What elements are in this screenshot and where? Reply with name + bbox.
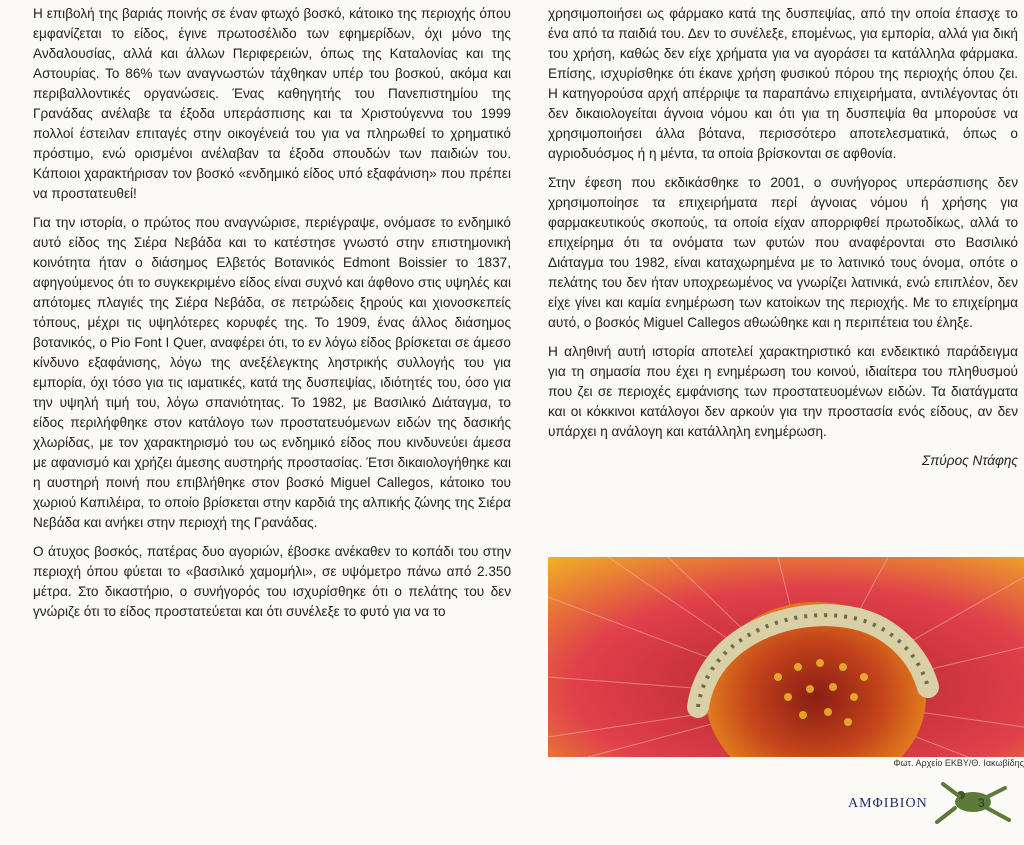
paragraph: Ο άτυχος βοσκός, πατέρας δυο αγοριών, έβοσκε ανέκαθεν το κοπάδι του στην περιοχή όπου φύεται το «βασιλικό χαμομήλι», σε υψόμετρο πάνω από 2.350 μέτρα. Στο δικαστήριο, ο συνήγορός του ισχυρίσθηκε ότι ο πελάτης του δεν γνώριζε ότι το είδος προστατεύεται και ότι συνέλεξε το φυτό για να το [33,544,511,619]
flower-photo [548,557,1024,757]
paragraph: Για την ιστορία, ο πρώτος που αναγνώρισε, περιέγραψε, ονόμασε το ενδημικό αυτό είδος της Σιέρα Νεβάδα και το κατέστησε γνωστό στην επιστημονική κοινότητα ήταν ο διάσημος Ελβετός Βοτανικός Edmont Boissier το 1837, αφηγούμενος ότι το συγκεκριμένο είδος είναι συχνό και άφθονο στις υψηλές και απότομες πλαγιές της Σιέρα Νεβάδα, σε πετρώδεις ξηρούς και χιονοσκεπείς τόπους, μέχρι τις υψηλότερες κορυφές της. Το 1909, ένας άλλος διάσημος βοτανικός, ο Pio Font I Quer, αναφέρει ότι, το εν λόγω είδος βρίσκεται σε άμεσο κίνδυνο εξαφάνισης, λόγω της ανεξέλεγκτης ληστρικής συλλογής του για εμπορία, όχι τόσο για τις ιαματικές, κατά της δυσπεψίας, ιδιότητές του, όσο για την υψηλή τιμή του, λόγω σπανιότητας. Το 1982, με Βασιλικό Διάταγμα, το είδος περιλήφθηκε στον κατάλογο των προστατευόμενων ειδών της δασικής χλωρίδας, με τον χαρακτηρισμό του ως ενδημικό είδος που κινδυνεύει άμεσα με αφανισμό και χρήζει άμεσης αυστηρής προστασίας. Έτσι δικαιολογήθηκε και η αυστηρή ποινή που επιβλήθηκε στον βοσκό Miguel Callegos, κάτοικο του χωριού Καπιλέιρα, το οποίο βρίσκεται στην καρδιά της αλπικής ζώνης της Σιέρα Νεβάδα και ανήκει στην περιοχή της Γρανάδας. [33,215,511,530]
frog-icon [925,770,1021,830]
author-signature: Σπύρος Ντάφης [922,453,1018,468]
left-column [33,4,511,631]
paragraph: Η αληθινή αυτή ιστορία αποτελεί χαρακτηριστικό και ενδεικτικό παράδειγμα για τη σημασία που έχει η ενημέρωση του κοινού, ιδιαίτερα του πληθυσμού που ζει σε περιοχές εμφάνισης των προστατευομένων ειδών. Τα διατάγματα και οι κόκκινοι κατάλογοι δεν αρκούν για την προστασία ενός είδους, αν δεν υπάρχει η ανάλογη και κατάλληλη ενημέρωση. [548,344,1018,439]
paragraph: Η επιβολή της βαριάς ποινής σε έναν φτωχό βοσκό, κάτοικο της περιοχής όπου εμφανίζεται το είδος, έγινε πρωτοσέλιδο των εφημερίδων, όχι μόνο της Ανδαλουσίας, αλλά και άλλων Περιφερειών, όπως της Καταλονίας και της Αστουρίας. Το 86% των αναγνωστών τάχθηκαν υπέρ του βοσκού, ακόμα και περιβαλλοντικές οργανώσεις. Ένας καθηγητής του Πανεπιστημίου της Γρανάδας ανέλαβε τα έξοδα υπεράσπισης και τα Χριστούγεννα του 1999 πολλοί έστειλαν επιταγές στην οικογένειά του για να πληρωθεί το χρηματικό πρόστιμο, ενώ ορισμένοι ανέλαβαν τα έξοδα σπουδών των παιδιών του. Κάποιοι χαρακτήρισαν τον βοσκό «ενδημικό είδος υπό εξαφάνιση» που πρέπει να προστατευθεί! [33,6,511,201]
paragraph: Στην έφεση που εκδικάσθηκε το 2001, ο συνήγορος υπεράσπισης δεν χρησιμοποίησε τα επιχειρήματα περί άγνοιας νόμου ή χρήσης για φαρμακευτικούς σκοπούς, τα οποία είχαν απορριφθεί πρωτοδίκως, αλλά το επιχείρημα ότι τα ονόματα των φυτών που αναφέρονται στο Βασιλικό Διάταγμα του 1982, είναι καταχωρημένα με το λατινικό τους όνομα, οπότε ο πελάτης του δεν ήταν υποχρεωμένος να γνωρίζει λατινικά, ενώ επιπλέον, δεν είχε γίνει και καμία ενημέρωση των κατοίκων της περιοχής. Με το επιχείρημα αυτό, ο βοσκός Miguel Callegos αθωώθηκε και η περιπέτεια του έληξε. [548,175,1018,330]
flower-image [548,557,1024,757]
paragraph: χρησιμοποιήσει ως φάρμακο κατά της δυσπεψίας, από την οποία έπασχε το ένα από τα παιδιά του. Δεν το συνέλεξε, επομένως, για εμπορία, αλλά για δική του χρήση, καθώς δεν είχε χρήματα για να αγοράσει τα κατάλληλα φάρμακα. Επίσης, ισχυρίσθηκε ότι έκανε χρήση φυσικού πόρου της περιοχής όπου ζει. Η κατηγορούσα αρχή απέρριψε τα παραπάνω επιχειρήματα, αντιλέγοντας ότι δεν δικαιολογείται άγνοια νόμου και ότι για τη δυσπεψία θα μπορούσε να χρησιμοποιήσει άλλα βότανα, περισσότερο αποτελεσματικά, όπως ο αγριοδυόσμος ή η μέντα, τα οποία βρίσκονται σε αφθονία. [548,6,1018,161]
photo-caption: Φωτ. Αρχείο ΕΚΒΥ/Θ. Ιακωβίδης [893,758,1024,768]
page-number: 3 [978,796,985,810]
magazine-name: ΑΜΦΙΒΙΟΝ [848,796,928,811]
right-column [548,4,1018,480]
